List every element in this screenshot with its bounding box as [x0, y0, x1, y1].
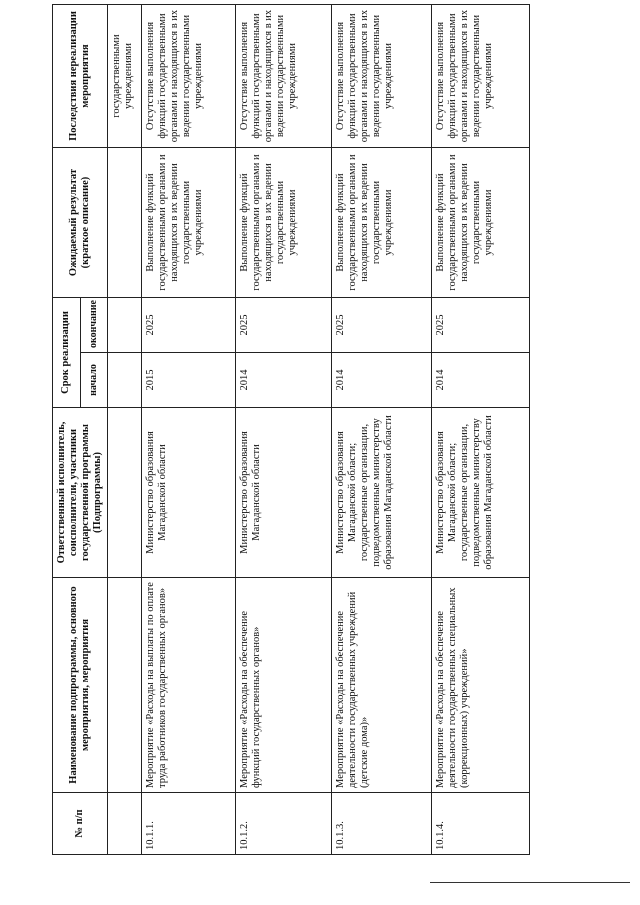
row-name: Мероприятие «Расходы на обеспечение функций государственных органов» — [236, 578, 332, 793]
row-consequences: Отсутствие выполнения функций государственными органами и находящихся в их ведении государственными учреждениями — [332, 5, 432, 148]
row-consequences: Отсутствие выполнения функций государственными органами и находящихся в их ведении государственными учреждениями — [142, 5, 236, 148]
table-row — [432, 5, 530, 855]
table-header — [53, 5, 108, 855]
row-executor: Министерство образования Магаданской области; государственные организации, подведомственные министерству образования Магаданской области — [332, 408, 432, 578]
row-num: 10.1.1. — [142, 793, 236, 855]
header-end: окончание — [80, 298, 108, 353]
row-start: 2014 — [236, 353, 332, 408]
row-name: Мероприятие «Расходы на выплаты по оплате труда работников государственных органов» — [142, 578, 236, 793]
row-executor: Министерство образования Магаданской области — [236, 408, 332, 578]
table-row-continuation — [108, 5, 142, 855]
row-executor: Министерство образования Магаданской области; государственные организации, подведомственные министерству образования Магаданской области — [432, 408, 530, 578]
row-result: Выполнение функций государственными органами и находящихся в их ведении государственными учреждениями — [236, 148, 332, 298]
row-name: Мероприятие «Расходы на обеспечение деятельности государственных специальных (коррекционных) учреждений» — [432, 578, 530, 793]
row-end: 2025 — [332, 298, 432, 353]
table-row — [142, 5, 236, 855]
header-period: Срок реализации — [53, 298, 81, 408]
footer-rule — [430, 882, 630, 883]
row-name: Мероприятие «Расходы на обеспечение деятельности государственных учреждений (детские дома)» — [332, 578, 432, 793]
row-start: 2014 — [432, 353, 530, 408]
row-end: 2025 — [142, 298, 236, 353]
table-row — [236, 5, 332, 855]
row-start: 2015 — [142, 353, 236, 408]
header-result: Ожидаемый результат (краткое описание) — [53, 148, 108, 298]
header-executor: Ответственный исполнитель, соисполнители, участники государственной программы (Подпрограммы) — [53, 408, 108, 578]
row-result: Выполнение функций государственными органами и находящихся в их ведении государственными учреждениями — [142, 148, 236, 298]
row-consequences: Отсутствие выполнения функций государственными органами и находящихся в их ведении государственными учреждениями — [236, 5, 332, 148]
rotated-page — [52, 0, 547, 875]
header-name: Наименование подпрограммы, основного мероприятия, мероприятия — [53, 578, 108, 793]
continuation-consequences: государственными учреждениями — [108, 5, 142, 148]
row-end: 2025 — [432, 298, 530, 353]
table-row — [332, 5, 432, 855]
row-result: Выполнение функций государственными органами и находящихся в их ведении государственными учреждениями — [332, 148, 432, 298]
row-num: 10.1.4. — [432, 793, 530, 855]
row-num: 10.1.2. — [236, 793, 332, 855]
row-consequences: Отсутствие выполнения функций государственными органами и находящихся в их ведении государственными учреждениями — [432, 5, 530, 148]
row-end: 2025 — [236, 298, 332, 353]
measures-table — [52, 4, 530, 855]
header-consequences: Последствия нереализации мероприятия — [53, 5, 108, 148]
row-start: 2014 — [332, 353, 432, 408]
row-executor: Министерство образования Магаданской области — [142, 408, 236, 578]
row-num: 10.1.3. — [332, 793, 432, 855]
row-result: Выполнение функций государственными органами и находящихся в их ведении государственными учреждениями — [432, 148, 530, 298]
header-start: начало — [80, 353, 108, 408]
header-num: № п/п — [53, 793, 108, 855]
